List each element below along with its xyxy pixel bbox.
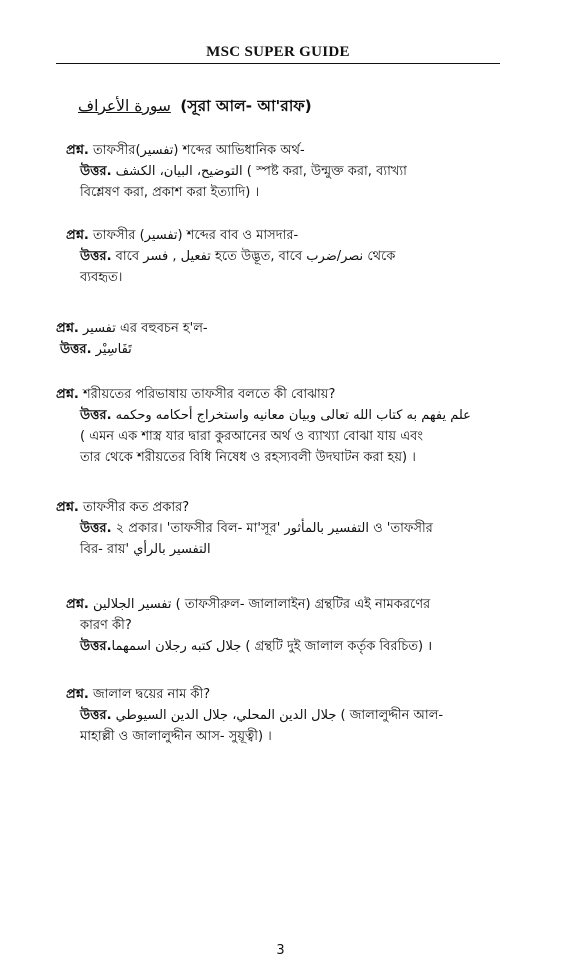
qa-item [56, 384, 471, 468]
question-label: প্রশ্ন. [66, 687, 89, 702]
answer-line [56, 405, 471, 426]
answer-text: تَفَاسِيْر [95, 342, 132, 357]
question-line [56, 318, 208, 339]
question-text: জালাল দ্বয়ের নাম কী? [92, 687, 211, 702]
answer-label: উত্তর. [80, 708, 112, 723]
answer-text: ব্যবহৃত। [80, 270, 123, 285]
answer-label: উত্তর. [60, 342, 92, 357]
answer-line [66, 267, 395, 288]
question-text: তাফসীর(تفسير) শব্দের আভিধানিক অর্থ- [92, 143, 305, 158]
qa-item [66, 140, 407, 203]
qa-item [56, 318, 208, 360]
question-text: শরীয়তের পরিভাষায় তাফসীর বলতে কী বোঝায়? [82, 387, 336, 402]
question-line [56, 497, 433, 518]
answer-label: উত্তর. [80, 249, 112, 264]
answer-text: বিশ্লেষণ করা, প্রকাশ করা ইত্যাদি) । [80, 185, 260, 200]
question-line [66, 594, 432, 615]
answer-line [66, 705, 443, 726]
answer-text: মাহাল্লী ও জালালুদ্দীন আস- সুয়ূত্বী) । [80, 729, 272, 744]
question-text: تفسير এর বহুবচন হ'ল- [82, 321, 208, 336]
question-line [66, 615, 432, 636]
qa-item [66, 594, 432, 657]
question-text: تفسير الجلالين ( তাফসীরুল- জালালাইন) গ্রন্থটির এই নামকরণের [92, 597, 431, 612]
answer-label: উত্তর. [80, 639, 112, 654]
answer-text: বির- রায়' التفسير بالرأي [80, 542, 211, 557]
question-line [66, 140, 407, 161]
answer-text: ২ প্রকার। 'তাফসীর বিল- মা'সূর' التفسير بالمأثور ও 'তাফসীর [115, 521, 433, 536]
question-text: তাফসীর কত প্রকার? [82, 500, 190, 515]
surah-title-arabic: سورة الأعراف [78, 97, 171, 115]
answer-text: جلال كتبه رجلان اسمهما ( গ্রন্থটি দুই জালাল কর্তৃক বিরচিত) । [111, 639, 433, 654]
answer-line [66, 636, 432, 657]
qa-item [66, 684, 443, 747]
answer-line [66, 246, 395, 267]
answer-text: جلال الدين المحلي، جلال الدين السيوطي ( জালালুদ্দীন আল- [115, 708, 444, 723]
answer-text: বাবে تفعيل , فسر হতে উদ্ভূত, বাবে نصر/ضرب থেকে [115, 249, 396, 264]
surah-title-bengali: (সূরা আল- আ'রাফ) [180, 97, 312, 115]
answer-label: উত্তর. [80, 164, 112, 179]
question-label: প্রশ্ন. [66, 597, 89, 612]
answer-line [56, 426, 471, 447]
answer-text: التوضيح، البيان، الكشف ( স্পষ্ট করা, উন্মুক্ত করা, ব্যাখ্যা [115, 164, 407, 179]
question-line [56, 384, 471, 405]
question-label: প্রশ্ন. [56, 500, 79, 515]
answer-label: উত্তর. [80, 521, 112, 536]
question-line [66, 684, 443, 705]
header-divider [56, 63, 500, 64]
surah-title [78, 94, 312, 120]
question-label: প্রশ্ন. [56, 321, 79, 336]
answer-line [56, 339, 208, 360]
answer-line [66, 161, 407, 182]
answer-line [56, 518, 433, 539]
question-label: প্রশ্ন. [66, 228, 89, 243]
question-text: কারণ কী? [80, 618, 132, 633]
answer-text: علم يفهم به كتاب الله تعالى وبيان معانيه واستخراج أحكامه وحكمه [115, 408, 471, 423]
answer-line [66, 182, 407, 203]
question-text: তাফসীর (تفسير) শব্দের বাব ও মাসদার- [92, 228, 299, 243]
answer-line [66, 726, 443, 747]
answer-line [56, 539, 433, 560]
question-label: প্রশ্ন. [66, 143, 89, 158]
header-title: MSC SUPER GUIDE [206, 44, 350, 60]
answer-label: উত্তর. [80, 408, 112, 423]
answer-text: তার থেকে শরীয়তের বিধি নিষেধ ও রহস্যবলী উদঘাটন করা হয়) । [80, 450, 416, 465]
question-label: প্রশ্ন. [56, 387, 79, 402]
answer-text: ( এমন এক শাস্ত্র যার দ্বারা কুরআনের অর্থ ও ব্যাখ্যা বোঝা যায় এবং [80, 429, 423, 444]
answer-line [56, 447, 471, 468]
page-number: 3 [276, 943, 285, 958]
qa-item [56, 497, 433, 560]
question-line [66, 225, 395, 246]
qa-item [66, 225, 395, 288]
